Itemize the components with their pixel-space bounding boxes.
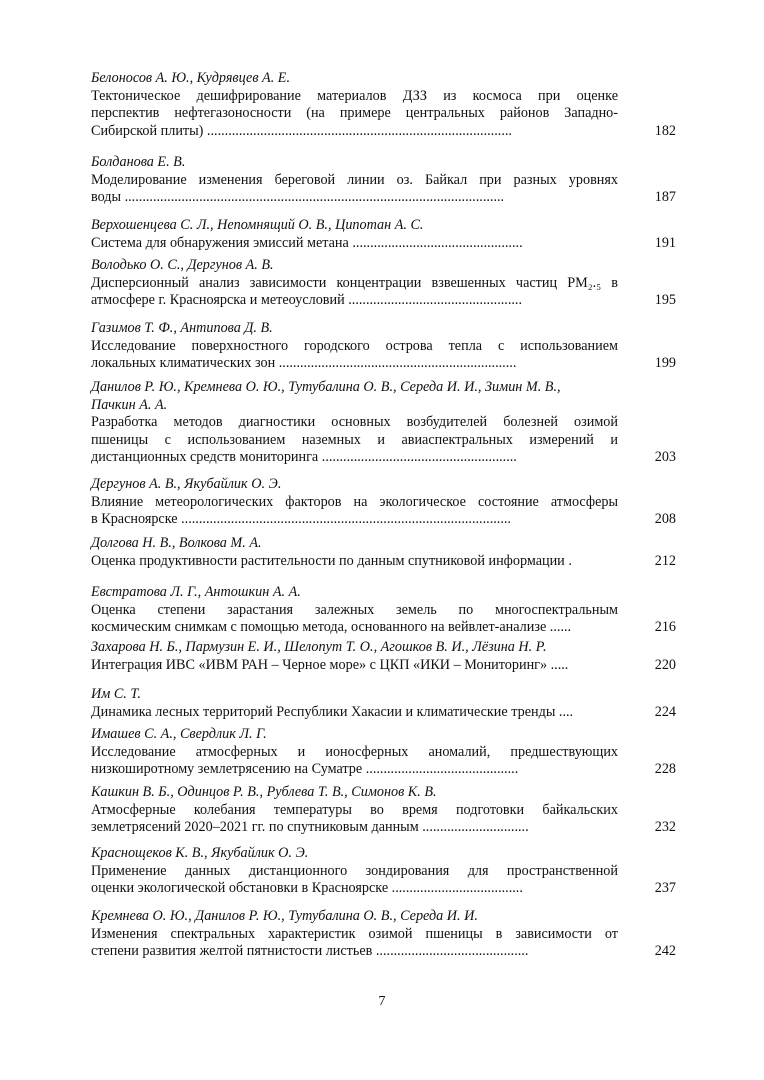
entry-page-number: 224 [654,703,676,720]
entry-title-line: Динамика лесных территорий Республики Хакасии и климатические тренды .... [91,703,574,720]
entry-page-number: 187 [654,189,676,206]
entry-authors: Кашкин В. Б., Одинцов Р. В., Рублева Т. В., Симонов К. В. [91,784,437,800]
entry-title-line: Изменения спектральных характеристик озимой пшеницы в зависимости от [91,925,618,942]
entry-page-number: 191 [654,234,676,251]
entry-authors: Верхошенцева С. Л., Непомнящий О. В., Ципотан А. С. [91,217,424,233]
entry-title-line: степени развития желтой пятнистости листьев ........................................... [91,943,529,960]
entry-title-line: Моделирование изменения береговой линии оз. Байкал при разных уровнях [91,171,618,188]
entry-page-number: 237 [654,880,676,897]
entry-title-line: Влияние метеорологических факторов на экологическое состояние атмосферы [91,493,618,510]
entry-authors: Имашев С. А., Свердлик Л. Г. [91,726,267,742]
entry-title-line: Тектоническое дешифрирование материалов ДЗЗ из космоса при оценке [91,87,618,104]
entry-page-number: 216 [654,619,676,636]
toc-entry[interactable] [91,784,676,837]
entry-title-line: дистанционных средств мониторинга ....................................................... [91,449,517,466]
toc-entry[interactable] [91,70,676,140]
entry-authors: Долгова Н. В., Волкова М. А. [91,535,262,551]
entry-title-line: Сибирской плиты) ...................................................................................... [91,122,512,139]
entry-page-number: 242 [654,943,676,960]
toc-entry[interactable] [91,320,676,373]
entry-title-line: Исследование поверхностного городского острова тепла с использованием [91,337,618,354]
entry-page-number: 212 [654,552,676,569]
entry-title-line: Оценка степени зарастания залежных земель по многоспектральным [91,601,618,618]
entry-page-number: 203 [654,449,676,466]
entry-authors: Газимов Т. Ф., Антипова Д. В. [91,320,273,336]
entry-title-line: Интеграция ИВС «ИВМ РАН – Черное море» с ЦКП «ИКИ – Мониторинг» ..... [91,656,569,673]
entry-title-line: Дисперсионный анализ зависимости концентрации взвешенных частиц PM₂.₅ в [91,274,618,291]
entry-title-line: Разработка методов диагностики основных возбудителей болезней озимой [91,414,618,431]
entry-page-number: 228 [654,761,676,778]
entry-authors: Евстратова Л. Г., Антошкин А. А. [91,584,301,600]
entry-authors: Захарова Н. Б., Пармузин Е. И., Шелопут Т. О., Агошков В. И., Лёзина Н. Р. [91,639,547,655]
toc-entry[interactable] [91,257,676,310]
toc-entry[interactable] [91,686,676,721]
entry-authors: Кремнева О. Ю., Данилов Р. Ю., Тутубалина О. В., Середа И. И. [91,908,478,924]
entry-authors: Краснощеков К. В., Якубайлик О. Э. [91,845,309,861]
entry-title-line: Применение данных дистанционного зондирования для пространственной [91,862,618,879]
entry-authors: Дергунов А. В., Якубайлик О. Э. [91,476,282,492]
entry-page-number: 208 [654,511,676,528]
toc-entry[interactable] [91,476,676,529]
toc-entry[interactable] [91,726,676,779]
entry-title-line: локальных климатических зон ................................................................... [91,355,517,372]
entry-title-line: пшеницы с использованием наземных и авиаспектральных измерений и [91,431,618,448]
entry-authors-continued: Пачкин А. А. [91,396,168,413]
toc-entry[interactable] [91,535,676,570]
entry-title-line: низкоширотному землетрясению на Суматре ........................................... [91,761,519,778]
toc-entry[interactable] [91,584,676,637]
entry-page-number: 199 [654,355,676,372]
entry-title-line: землетрясений 2020–2021 гг. по спутниковым данным .............................. [91,819,529,836]
entry-authors: Болданова Е. В. [91,154,186,170]
entry-authors: Данилов Р. Ю., Кремнева О. Ю., Тутубалина О. В., Середа И. И., Зимин М. В., [91,379,561,395]
entry-title-line: оценки экологической обстановки в Красноярске ..................................... [91,880,523,897]
entry-authors: Володько О. С., Дергунов А. В. [91,257,274,273]
entry-authors: Белоносов А. Ю., Кудрявцев А. Е. [91,70,291,86]
entry-title-line: перспектив нефтегазоносности (на примере центральных районов Западно- [91,105,618,122]
entry-page-number: 182 [654,122,676,139]
toc-entry[interactable] [91,379,676,467]
entry-title-line: Атмосферные колебания температуры во время подготовки байкальских [91,801,618,818]
entry-title-line: воды ........................................................................................................... [91,189,505,206]
page-number: 7 [378,994,386,1009]
entry-title-line: космическим снимкам с помощью метода, основанного на вейвлет-анализе ...... [91,619,572,636]
entry-title-line: Оценка продуктивности растительности по данным спутниковой информации . [91,552,572,569]
entry-page-number: 232 [654,819,676,836]
toc-entry[interactable] [91,845,676,898]
entry-page-number: 220 [654,656,676,673]
entry-title-line: Система для обнаружения эмиссий метана ................................................ [91,234,523,251]
entry-title-line: атмосфере г. Красноярска и метеоусловий ................................................. [91,292,523,309]
toc-entry[interactable] [91,639,676,674]
toc-entry[interactable] [91,217,676,252]
entry-authors: Им С. Т. [91,686,141,702]
entry-title-line: в Красноярске ............................................................................................. [91,511,511,528]
entry-title-line: Исследование атмосферных и ионосферных аномалий, предшествующих [91,743,618,760]
toc-entry[interactable] [91,908,676,961]
entry-page-number: 195 [654,292,676,309]
toc-entry[interactable] [91,154,676,207]
